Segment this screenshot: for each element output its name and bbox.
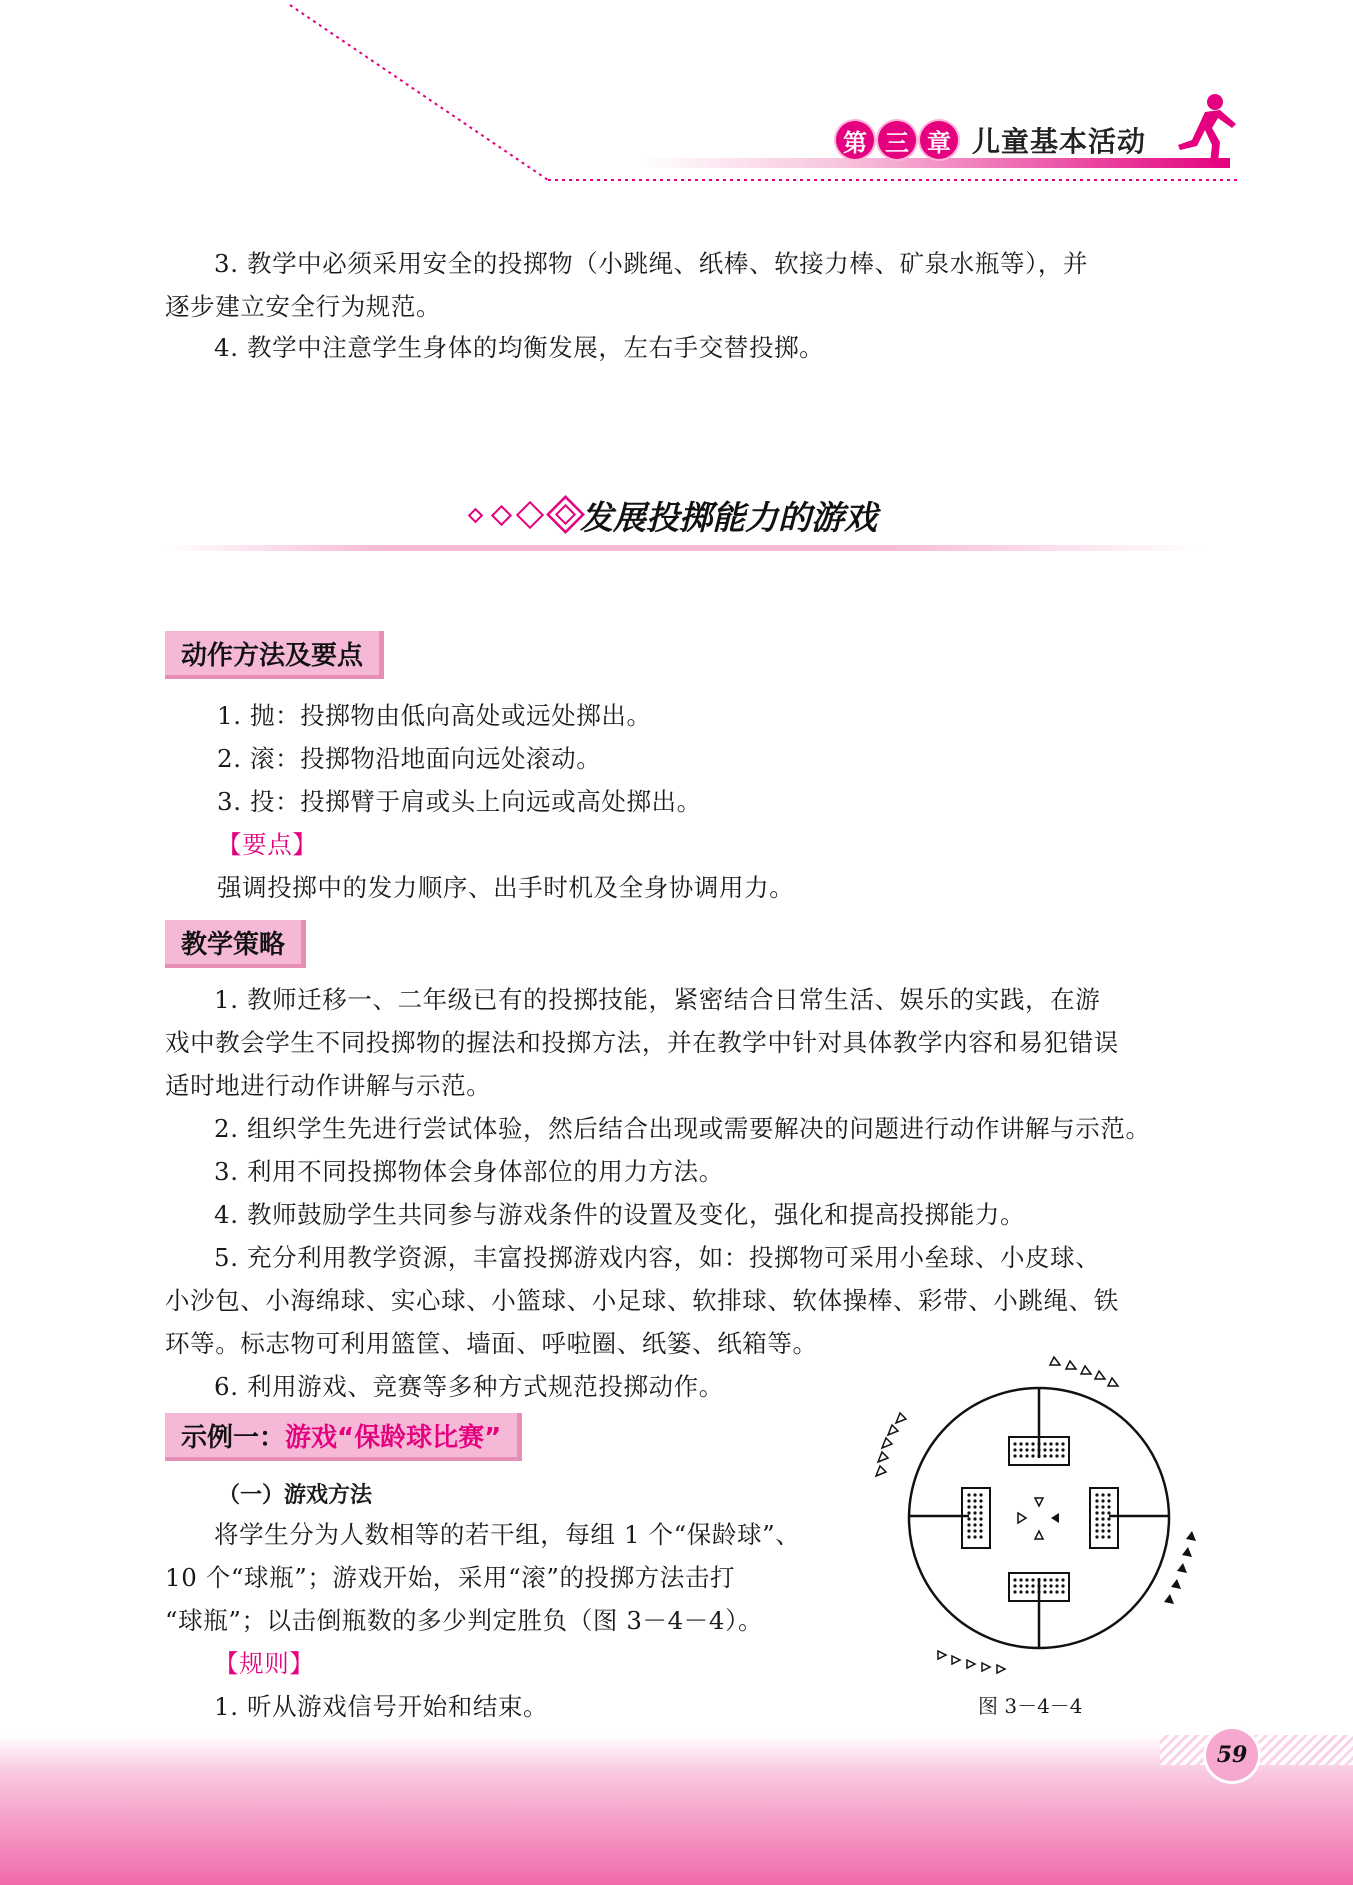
section-divider	[165, 545, 1205, 551]
player-markers-filled	[1164, 1531, 1196, 1604]
key-label: 【要点】	[217, 830, 318, 859]
header-decoration	[0, 0, 1353, 200]
list-item: 3. 投：投掷臂于肩或头上向远或高处掷出。	[217, 787, 702, 816]
footer-band	[0, 1735, 1353, 1885]
chapter-char: 章	[920, 121, 958, 159]
page-number: 59	[1203, 1726, 1261, 1784]
rule-item: 1. 听从游戏信号开始和结束。	[214, 1692, 549, 1721]
key-text: 强调投掷中的发力顺序、出手时机及全身协调用力。	[217, 873, 795, 902]
bowling-diagram	[872, 1353, 1217, 1678]
top-item-3: 3. 教学中必须采用安全的投掷物（小跳绳、纸棒、软接力棒、矿泉水瓶等），并 逐步建立安全行为规范。	[165, 249, 1089, 321]
diamond-ornament-icon	[465, 495, 585, 537]
example-tag: 示例一： 游戏“保龄球比赛”	[165, 1413, 522, 1461]
top-item-4: 4. 教学中注意学生身体的均衡发展，左右手交替投掷。	[214, 333, 825, 362]
section-tag-action: 动作方法及要点	[165, 631, 384, 679]
figure-caption: 图 3－4－4	[978, 1694, 1083, 1718]
list-item: 1. 抛：投掷物由低向高处或远处掷出。	[217, 701, 652, 730]
runner-icon	[1178, 94, 1236, 163]
strategy-text: 1. 教师迁移一、二年级已有的投掷技能，紧密结合日常生活、娱乐的实践，在游 戏中教会学生不同投掷物的握法和投掷方法，并在教学中针对具体教学内容和易犯错误 适时地进行动作讲解与示范。 2. 组织学生先进行尝试体验，然后结合出现或需要解决的问题进行动作讲解与示范。 3. 利用不同投掷物体会身体部位的用力方法。 4. 教师鼓励学生共同参与游戏条件的设置及变化，强化和提高投掷能力。 5. 充分利用教学资源，丰富投掷游戏内容，如：投掷物可采用小垒球、小皮球、 小沙包、小海绵球、实心球、小篮球、小足球、软排球、软体操棒、彩带、小跳绳、铁 环等。标志物可利用篮筐、墙面、呼啦圈、纸篓、纸箱等。 6. 利用游戏、竞赛等多种方式规范投掷动作。	[165, 985, 1151, 1401]
chapter-title: 儿童基本活动	[972, 125, 1147, 158]
chapter-char: 三	[878, 121, 916, 159]
center-markers	[1018, 1498, 1059, 1539]
section-tag-strategy: 教学策略	[165, 920, 306, 968]
action-list	[217, 694, 1197, 909]
method-text: 将学生分为人数相等的若干组，每组 1 个“保龄球”、 10 个“球瓶”；游戏开始，采用“滚”的投掷方法击打 “球瓶”；以击倒瓶数的多少判定胜负（图 3－4－4）。 【规则】 1. 听从游戏信号开始和结束。	[165, 1520, 801, 1721]
chapter-header	[836, 120, 1146, 160]
list-item: 2. 滚：投掷物沿地面向远处滚动。	[217, 744, 602, 773]
method-heading: （一）游戏方法	[218, 1483, 373, 1508]
chapter-char: 第	[836, 121, 874, 159]
game-section-title: 发展投掷能力的游戏	[580, 498, 877, 537]
rule-label: 【规则】	[214, 1649, 315, 1678]
